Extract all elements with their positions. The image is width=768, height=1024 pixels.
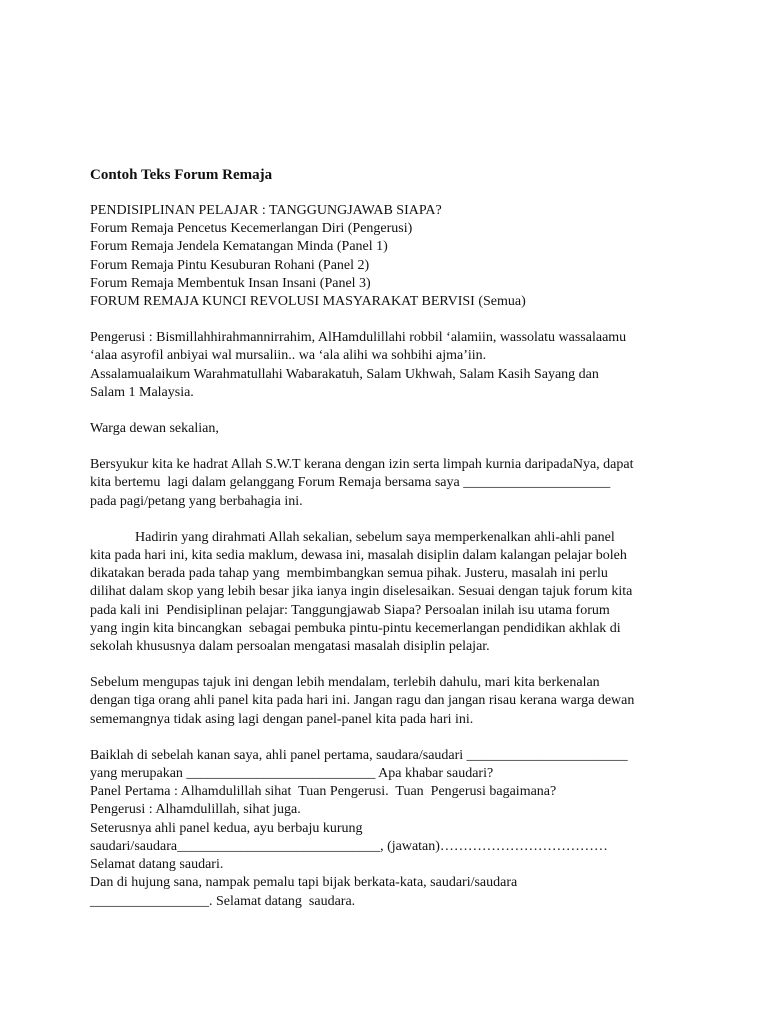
paragraph-line: _________________. Selamat datang saudara. (90, 893, 356, 909)
paragraph-line: Seterusnya ahli panel kedua, ayu berbaju kurung (90, 820, 363, 836)
paragraph-line: Warga dewan sekalian, (90, 421, 219, 437)
paragraph-line: ‘alaa asyrofil anbiyai wal mursaliin.. wa ‘ala alihi wa sohbihi ajma’iin. (90, 348, 487, 364)
program-line: PENDISIPLINAN PELAJAR : TANGGUNGJAWAB SIAPA? (90, 203, 442, 218)
intro-paragraph (90, 529, 690, 656)
paragraph-line: Panel Pertama : Alhamdulillah sihat Tuan Pengerusi. Tuan Pengerusi bagaimana? (90, 784, 557, 800)
paragraph-line: dikatakan berada pada tahap yang membimbangkan semua pihak. Justeru, masalah ini perlu (90, 566, 608, 582)
panel-introduction (90, 747, 690, 911)
paragraph-line: Sebelum mengupas tajuk ini dengan lebih mendalam, terlebih dahulu, mari kita berkenalan (90, 675, 600, 691)
program-line: Forum Remaja Membentuk Insan Insani (Panel 3) (90, 275, 371, 291)
gratitude-paragraph (90, 456, 690, 511)
paragraph-line: saudari/saudara_____________________________, (jawatan)……………………………… (90, 838, 608, 854)
opening-paragraph (90, 329, 690, 402)
paragraph-line: Hadirin yang dirahmati Allah sekalian, sebelum saya memperkenalkan ahli-ahli panel (135, 529, 615, 545)
paragraph-line: pada kali ini Pendisiplinan pelajar: Tanggungjawab Siapa? Persoalan inilah isu utama forum (90, 602, 610, 618)
paragraph-line: yang merupakan ___________________________ Apa khabar saudari? (90, 766, 494, 782)
paragraph-line: sememangnya tidak asing lagi dengan panel-panel kita pada hari ini. (90, 711, 474, 727)
paragraph-line: Assalamualaikum Warahmatullahi Wabarakatuh, Salam Ukhwah, Salam Kasih Sayang dan (90, 366, 599, 382)
greeting-paragraph (90, 420, 690, 438)
program-line: Forum Remaja Jendela Kematangan Minda (Panel 1) (90, 239, 388, 255)
paragraph-line: Pengerusi : Bismillahhirahmannirrahim, AlHamdulillahi robbil ‘alamiin, wassolatu wassalaamu (90, 330, 627, 346)
program-line: FORUM REMAJA KUNCI REVOLUSI MASYARAKAT BERVISI (Semua) (90, 294, 526, 310)
paragraph-line: kita bertemu lagi dalam gelanggang Forum Remaja bersama saya _____________________ (90, 475, 611, 491)
paragraph-line: yang ingin kita bincangkan sebagai pembuka pintu-pintu kecemerlangan pendidikan akhlak di (90, 620, 621, 636)
paragraph-line: Dan di hujung sana, nampak pemalu tapi bijak berkata-kata, saudari/saudara (90, 875, 518, 891)
paragraph-line: pada pagi/petang yang berbahagia ini. (90, 493, 303, 509)
document-title: Contoh Teks Forum Remaja (90, 167, 273, 183)
paragraph-line: Baiklah di sebelah kanan saya, ahli panel pertama, saudara/saudari _______________________ (90, 747, 628, 763)
paragraph-line: Pengerusi : Alhamdulillah, sihat juga. (90, 802, 301, 818)
paragraph-line: dengan tiga orang ahli panel kita pada hari ini. Jangan ragu dan jangan risau kerana warga dewan (90, 693, 635, 709)
paragraph-line: kita pada hari ini, kita sedia maklum, dewasa ini, masalah disiplin dalam kalangan pelajar boleh (90, 548, 627, 564)
paragraph-line: Selamat datang saudari. (90, 857, 224, 873)
program-line: Forum Remaja Pencetus Kecemerlangan Diri (Pengerusi) (90, 221, 413, 237)
paragraph-line: Bersyukur kita ke hadrat Allah S.W.T kerana dengan izin serta limpah kurnia daripadaNya, dapat (90, 457, 634, 473)
program-line: Forum Remaja Pintu Kesuburan Rohani (Panel 2) (90, 257, 370, 273)
before-paragraph (90, 674, 690, 729)
program-list (90, 202, 690, 311)
paragraph-line: Salam 1 Malaysia. (90, 384, 194, 400)
document-page (90, 166, 690, 929)
paragraph-line: dilihat dalam skop yang lebih besar jika ianya ingin diselesaikan. Sesuai dengan tajuk forum kita (90, 584, 633, 600)
paragraph-line: sekolah khususnya dalam persoalan mengatasi masalah disiplin pelajar. (90, 639, 490, 655)
